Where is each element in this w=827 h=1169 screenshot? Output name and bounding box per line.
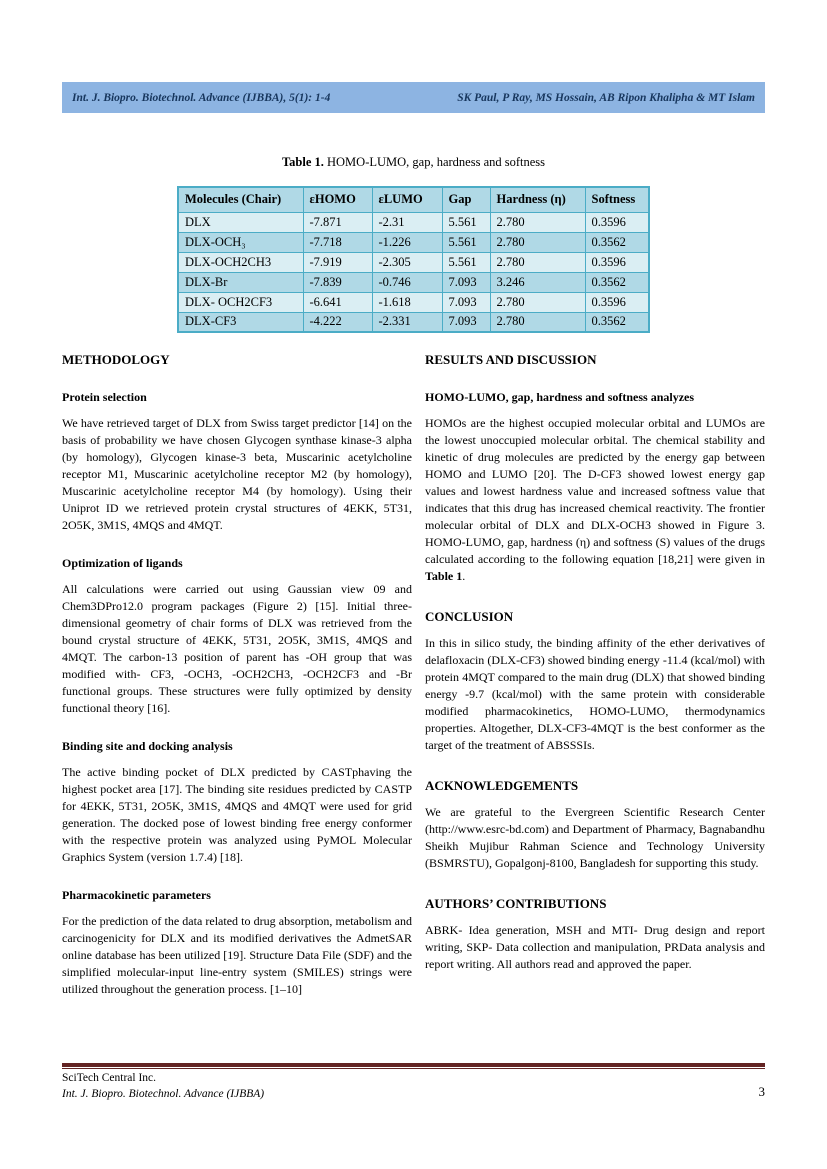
subsection-optimization-of-ligands: Optimization of ligands [62, 556, 183, 570]
table-cell: 7.093 [442, 312, 490, 332]
table-cell: DLX-OCH2CH3 [178, 252, 303, 272]
header-journal-ref: Int. J. Biopro. Biotechnol. Advance (IJBBA), 5(1): 1-4 [72, 91, 331, 104]
subsection-binding-site-docking: Binding site and docking analysis [62, 739, 233, 753]
homo-lumo-table [177, 186, 650, 333]
section-title-methodology: METHODOLOGY [62, 352, 170, 367]
paragraph-protein-selection: We have retrieved target of DLX from Swiss target predictor [14] on the basis of probability we have chosen Glycogen synthase kinase-3 alpha (by homology), Glycogen kinase-3 beta, Muscarinic acetylcholine receptor M1, Muscarinic acetylcholine receptor M2 (by homology), Muscarinic acetylcholine receptor M4 (by homology). Using their Uniprot ID we retrieved protein crystal structures of 4EKK, 5T31, 2O5K, 3M1S, 4MQS and 4MQT. [62, 416, 412, 532]
table-caption [62, 155, 765, 170]
footer-journal-name: Int. J. Biopro. Biotechnol. Advance (IJBBA) [62, 1088, 265, 1100]
table-header-row [178, 187, 649, 212]
table-cell: 0.3562 [585, 312, 649, 332]
paragraph-acknowledgements: We are grateful to the Evergreen Scientific Research Center (http://www.esrc-bd.com) and Department of Pharmacy, Bagnabandhu Sheikh Mujibur Rahman Science and Technology University (BSMRSTU), Gopalgonj-8100, Bangladesh for supporting this study. [425, 805, 765, 870]
table-cell: 5.561 [442, 232, 490, 252]
results-table-ref: Table 1 [425, 569, 463, 583]
page-footer [62, 1063, 765, 1100]
subsection-pharmacokinetic-parameters: Pharmacokinetic parameters [62, 888, 211, 902]
table-cell: DLX-CF3 [178, 312, 303, 332]
table-cell: 0.3562 [585, 232, 649, 252]
table-cell: DLX-OCH₃ [178, 232, 303, 252]
table-cell: 0.3562 [585, 272, 649, 292]
table-cell: 7.093 [442, 292, 490, 312]
paragraph-conclusion: In this in silico study, the binding affinity of the ether derivatives of delafloxacin (DLX-CF3) showed binding energy -11.4 (kcal/mol) with protein 4MQT compared to the main drug (DLX) that showed binding energy -9.7 (kcal/mol) with the same protein with considerable modified pharmacokinetics, HOMO-LUMO, thermodynamics properties. Altogether, DLX-CF3-4MQT is the best conformer as the target of the treatment of ABSSSIs. [425, 636, 765, 752]
column-header: Gap [442, 187, 490, 212]
table-cell: 2.780 [490, 212, 585, 232]
page-number: 3 [758, 1084, 765, 1099]
table-cell: -4.222 [303, 312, 372, 332]
table-cell: 2.780 [490, 292, 585, 312]
column-header: Softness [585, 187, 649, 212]
table-cell: 3.246 [490, 272, 585, 292]
table-cell: DLX [178, 212, 303, 232]
table-cell: -7.871 [303, 212, 372, 232]
table-cell: 0.3596 [585, 292, 649, 312]
table-cell: 5.561 [442, 212, 490, 232]
table-row [178, 272, 649, 292]
table-cell: -7.718 [303, 232, 372, 252]
section-title-acknowledgements: ACKNOWLEDGEMENTS [425, 778, 579, 793]
table-cell: DLX-Br [178, 272, 303, 292]
column-header: εHOMO [303, 187, 372, 212]
table-cell: 2.780 [490, 232, 585, 252]
subsection-protein-selection: Protein selection [62, 390, 147, 404]
page-header-band [62, 82, 765, 113]
table-cell: -2.331 [372, 312, 442, 332]
table-cell: DLX- OCH2CF3 [178, 292, 303, 312]
column-header: Hardness (η) [490, 187, 585, 212]
table-cell: 2.780 [490, 252, 585, 272]
footer-journal-row [62, 1084, 765, 1100]
table-cell: 5.561 [442, 252, 490, 272]
paragraph-authors-contributions: ABRK- Idea generation, MSH and MTI- Drug design and report writing, SKP- Data collection and manipulation, PRData analysis and report writing. All authors read and approved the paper. [425, 923, 765, 971]
table-cell: -2.305 [372, 252, 442, 272]
table-cell: 7.093 [442, 272, 490, 292]
table-cell: 2.780 [490, 312, 585, 332]
table-row [178, 252, 649, 272]
table-row [178, 312, 649, 332]
article-columns [62, 352, 765, 998]
left-column [62, 352, 412, 998]
footer-publisher: SciTech Central Inc. [62, 1072, 157, 1084]
results-text-end: . [462, 569, 466, 583]
table-row [178, 292, 649, 312]
homo-lumo-table-wrap [177, 186, 650, 333]
table-cell: -0.746 [372, 272, 442, 292]
table-cell: -7.919 [303, 252, 372, 272]
table-row [178, 232, 649, 252]
paragraph-optimization-of-ligands: All calculations were carried out using Gaussian view 09 and Chem3DPro12.0 program packages (Figure 2) [15]. Initial three-dimensional geometry of chair forms of DLX was retrieved from the bound crystal structure of 4EKK, 5T31, 2O5K, 3M1S, 4MQS and 4MQT. The carbon-13 position of parent has -OH group that was modified with- CF3, -OCH3, -OCH2CH3, -OCH2CF3 and -Br functional groups. These structures were fully optimized by density functional theory [16]. [62, 582, 412, 715]
subsection-homo-lumo-analyzes: HOMO-LUMO, gap, hardness and softness analyzes [425, 390, 695, 404]
section-title-results: RESULTS AND DISCUSSION [425, 352, 597, 367]
header-authors: SK Paul, P Ray, MS Hossain, AB Ripon Khalipha & MT Islam [457, 91, 755, 104]
paragraph-results [425, 415, 765, 585]
table-caption-text: HOMO-LUMO, gap, hardness and softness [323, 155, 546, 169]
table-cell: -2.31 [372, 212, 442, 232]
table-body [178, 212, 649, 332]
paragraph-binding-site-docking: The active binding pocket of DLX predicted by CASTphaving the highest pocket area [17]. The binding site residues predicted by CASTP for 4EKK, 5T31, 2O5K, 3M1S, 4MQS and 4MQT were used for grid generation. The docked pose of lowest binding free energy conformer with the respective protein was analyzed using PyMOL Molecular Graphics System (version 1.7.4) [18]. [62, 765, 412, 864]
table-cell: -1.618 [372, 292, 442, 312]
table-row [178, 212, 649, 232]
table-caption-label: Table 1. [281, 155, 324, 169]
section-title-conclusion: CONCLUSION [425, 609, 514, 624]
right-column [425, 352, 765, 998]
section-title-authors-contributions: AUTHORS’ CONTRIBUTIONS [425, 896, 607, 911]
paragraph-pharmacokinetic-parameters: For the prediction of the data related to drug absorption, metabolism and carcinogenicity for DLX and its modified derivatives the AdmetSAR online database has been utilized [19]. Structure Data File (SDF) and the simplified molecular-input line-entry system (SMILES) strings were utilized throughout the generation process. [1–10] [62, 914, 412, 996]
table-cell: -6.641 [303, 292, 372, 312]
table-cell: -1.226 [372, 232, 442, 252]
table-cell: 0.3596 [585, 252, 649, 272]
footer-divider [62, 1063, 765, 1069]
column-header: εLUMO [372, 187, 442, 212]
column-header: Molecules (Chair) [178, 187, 303, 212]
table-cell: -7.839 [303, 272, 372, 292]
table-cell: 0.3596 [585, 212, 649, 232]
results-text: HOMOs are the highest occupied molecular orbital and LUMOs are the lowest unoccupied molecular orbital. The chemical stability and kinetic of drug molecules are predicted by the energy gap between HOMO and LUMO [20]. The D-CF3 showed lowest energy gap values and lowest hardness value and increased softness value that indicates that this drug has increased chemical reactivity. The frontier molecular orbital of DLX and DLX-OCH3 showed in Figure 3. HOMO-LUMO, gap, hardness (η) and softness (S) values of the drugs calculated according to the following equation [18,21] were given in [425, 416, 765, 566]
